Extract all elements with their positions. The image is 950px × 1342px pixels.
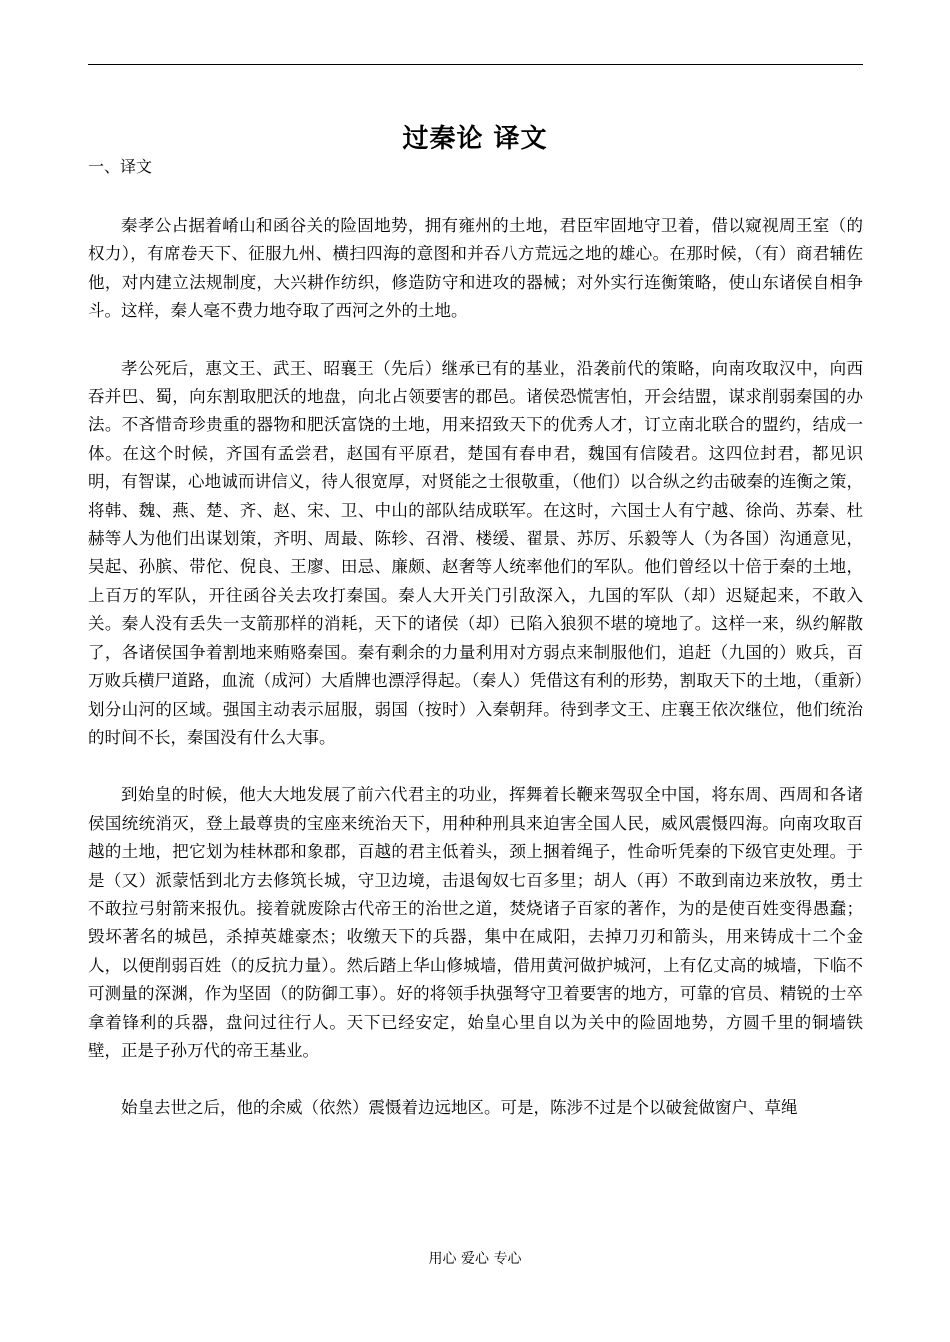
paragraph-2: 孝公死后，惠文王、武王、昭襄王（先后）继承已有的基业，沿袭前代的策略，向南攻取汉中，向西吞并巴、蜀，向东割取肥沃的地盘，向北占领要害的郡邑。诸侯恐慌害怕，开会结盟，谋求削弱秦国的办法。不吝惜奇珍贵重的器物和肥沃富饶的土地，用来招致天下的优秀人才，订立南北联合的盟约，结成一体。在这个时候，齐国有孟尝君，赵国有平原君，楚国有春申君，魏国有信陵君。这四位封君，都见识明，有智谋，心地诚而讲信义，待人很宽厚，对贤能之士很敬重，（他们）以合纵之约击破秦的连衡之策，将韩、魏、燕、楚、齐、赵、宋、卫、中山的部队结成联军。在这时，六国士人有宁越、徐尚、苏秦、杜赫等人为他们出谋划策，齐明、周最、陈轸、召滑、楼缓、翟景、苏厉、乐毅等人（为各国）沟通意见，吴起、孙膑、带佗、倪良、王廖、田忌、廉颇、赵奢等人统率他们的军队。他们曾经以十倍于秦的土地，上百万的军队，开往函谷关去攻打秦国。秦人大开关门引敌深入，九国的军队（却）迟疑起来，不敢入关。秦人没有丢失一支箭那样的消耗，天下的诸侯（却）已陷入狼狈不堪的境地了。这样一来，纵约解散了，各诸侯国争着割地来贿赂秦国。秦有剩余的力量利用对方弱点来制服他们，追赶（九国的）败兵，百万败兵横尸道路，血流（成河）大盾牌也漂浮得起。（秦人）凭借这有利的形势，割取天下的土地，（重新）划分山河的区域。强国主动表示屈服，弱国（按时）入秦朝拜。待到孝文王、庄襄王依次继位，他们统治的时间不长，秦国没有什么大事。 (88, 358, 863, 747)
document-title: 过秦论 译文 (402, 124, 548, 154)
page-footer: 用心 爱心 专心 (428, 1251, 522, 1267)
section-heading: 一、译文 (88, 157, 153, 176)
paragraph-4: 始皇去世之后，他的余威（依然）震慑着边远地区。可是，陈涉不过是个以破瓮做窗户、草绳 (121, 1098, 798, 1118)
paragraph-1: 秦孝公占据着崤山和函谷关的险固地势，拥有雍州的土地，君臣牢固地守卫着，借以窥视周王室（的权力），有席卷天下、征服九州、横扫四海的意图和并吞八方荒远之地的雄心。在那时候，（有）商君辅佐他，对内建立法规制度，大兴耕作纺织，修造防守和进攻的器械；对外实行连衡策略，使山东诸侯自相争斗。这样，秦人毫不费力地夺取了西河之外的土地。 (88, 216, 863, 321)
paragraph-3: 到始皇的时候，他大大地发展了前六代君主的功业，挥舞着长鞭来驾驭全中国，将东周、西周和各诸侯国统统消灭，登上最尊贵的宝座来统治天下，用种种刑具来迫害全国人民，威风震慑四海。向南攻取百越的土地，把它划为桂林郡和象郡，百越的君主低着头，颈上捆着绳子，性命听凭秦的下级官吏处理。于是（又）派蒙恬到北方去修筑长城，守卫边境，击退匈奴七百多里；胡人（再）不敢到南边来放牧，勇士不敢拉弓射箭来报仇。接着就废除古代帝王的治世之道，焚烧诸子百家的著作，为的是使百姓变得愚蠢；毁坏著名的城邑，杀掉英雄豪杰；收缴天下的兵器，集中在咸阳，去掉刀刃和箭头，用来铸成十二个金人，以便削弱百姓（的反抗力量）。然后踏上华山修城墙，借用黄河做护城河，上有亿丈高的城墙，下临不可测量的深渊，作为坚固（的防御工事）。好的将领手执强弩守卫着要害的地方，可靠的官员、精锐的士卒拿着锋利的兵器，盘问过往行人。天下已经安定，始皇心里自以为关中的险固地势，方圆千里的铜墙铁壁，正是子孙万代的帝王基业。 (88, 785, 863, 1060)
translation-body (88, 212, 863, 1152)
header-rule (88, 64, 863, 65)
